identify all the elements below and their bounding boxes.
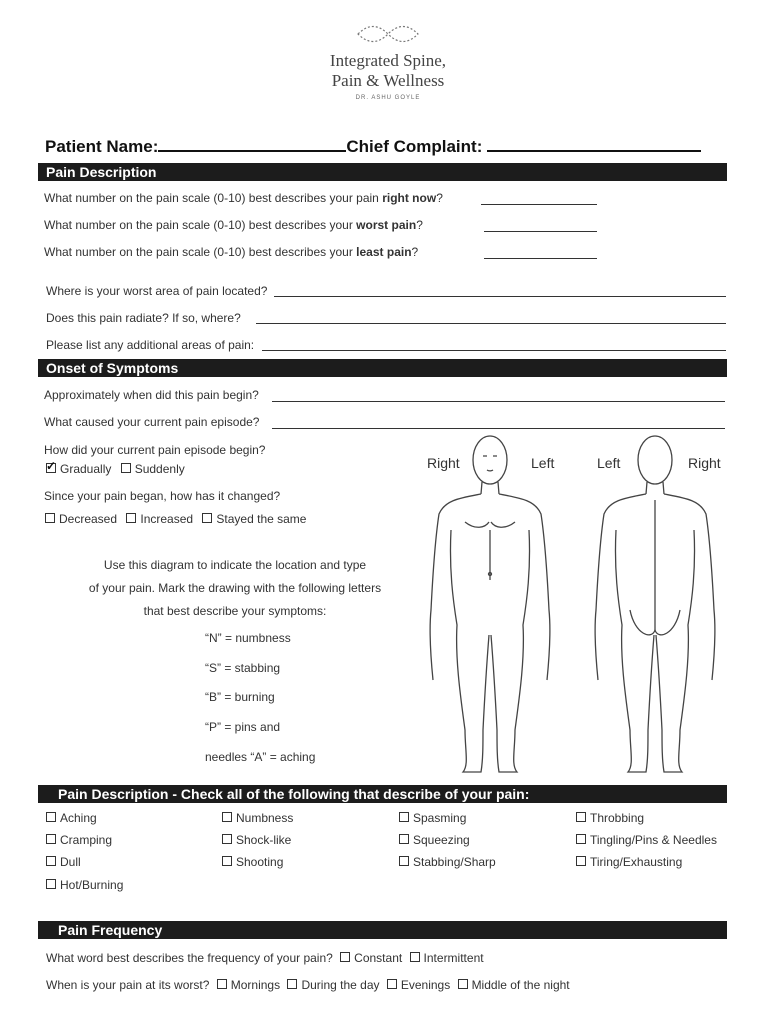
worst-area-question: Where is your worst area of pain located? [46,284,268,298]
worst-time-question-row [46,978,570,992]
pain-scale-worst-question: What number on the pain scale (0-10) best describes your worst pain? [44,218,423,232]
pain-type-tiring[interactable]: Tiring/Exhausting [576,855,682,869]
cause-field[interactable] [272,428,725,429]
legend-stabbing: “S” = stabbing [205,661,281,675]
when-began-field[interactable] [272,401,725,402]
squeezing-checkbox[interactable] [399,834,409,844]
during-day-label: During the day [301,978,380,992]
gradually-label: Gradually [60,462,112,476]
pain-scale-least-question: What number on the pain scale (0-10) best describes your least pain? [44,245,419,259]
logo-mark-icon [353,22,423,46]
numbness-checkbox[interactable] [222,812,232,822]
pain-type-dull[interactable]: Dull [46,855,81,869]
section-pain-description: Pain Description [38,163,727,181]
worst-time-question: When is your pain at its worst? [46,978,210,992]
radiate-field[interactable] [256,323,726,324]
logo-line-2: Pain & Wellness [331,71,445,90]
logo-subtitle: DR. ASHU GOYLE [355,95,421,101]
tingling-checkbox[interactable] [576,834,586,844]
chief-complaint-field[interactable] [487,136,701,152]
decreased-label: Decreased [59,512,118,526]
back-right-label: Right [688,455,721,471]
evenings-label: Evenings [400,978,451,992]
legend-aching: needles “A” = aching [205,750,316,764]
patient-name-field[interactable] [158,136,346,152]
cause-question: What caused your current pain episode? [44,415,260,429]
during-day-checkbox[interactable] [287,979,297,989]
clinic-logo [318,22,458,101]
section-pain-types: Pain Description - Check all of the following that describe of your pain: [38,785,727,803]
pain-type-squeezing[interactable]: Squeezing [399,833,470,847]
pain-type-tingling[interactable]: Tingling/Pins & Needles [576,833,717,847]
intermittent-label: Intermittent [423,951,484,965]
gradually-checkbox[interactable] [46,463,56,473]
pain-type-shock-like[interactable]: Shock-like [222,833,291,847]
constant-label: Constant [354,951,403,965]
pain-type-shooting[interactable]: Shooting [222,855,283,869]
tiring-checkbox[interactable] [576,856,586,866]
pain-type-spasming[interactable]: Spasming [399,811,466,825]
suddenly-label: Suddenly [134,462,185,476]
back-left-label: Left [597,455,621,471]
changed-options [45,512,306,526]
increased-checkbox[interactable] [126,513,136,523]
pain-type-numbness[interactable]: Numbness [222,811,293,825]
mornings-label: Mornings [230,978,281,992]
middle-night-label: Middle of the night [471,978,570,992]
mornings-checkbox[interactable] [217,979,227,989]
legend-pins: “P” = pins and [205,720,281,734]
diagram-instruction-2: of your pain. Mark the drawing with the following letters [88,581,382,595]
pain-type-hot-burning[interactable]: Hot/Burning [46,878,123,892]
front-body-diagram[interactable] [425,430,555,780]
throbbing-checkbox[interactable] [576,812,586,822]
back-body-diagram[interactable] [590,430,720,780]
spasming-checkbox[interactable] [399,812,409,822]
shock-like-checkbox[interactable] [222,834,232,844]
suddenly-checkbox[interactable] [121,463,131,473]
diagram-instruction-3: that best describe your symptoms: [143,604,327,618]
hot-burning-checkbox[interactable] [46,879,56,889]
increased-label: Increased [140,512,194,526]
additional-areas-field[interactable] [262,350,726,351]
frequency-question: What word best describes the frequency of your pain? [46,951,333,965]
middle-night-checkbox[interactable] [458,979,468,989]
intermittent-checkbox[interactable] [410,952,420,962]
pain-worst-field[interactable] [484,231,597,232]
decreased-checkbox[interactable] [45,513,55,523]
how-began-options [46,462,185,476]
constant-checkbox[interactable] [340,952,350,962]
front-right-label: Right [427,455,460,471]
additional-areas-question: Please list any additional areas of pain: [46,338,255,352]
stabbing-sharp-checkbox[interactable] [399,856,409,866]
radiate-question: Does this pain radiate? If so, where? [46,311,241,325]
section-onset: Onset of Symptoms [38,359,727,377]
pain-type-stabbing-sharp[interactable]: Stabbing/Sharp [399,855,496,869]
frequency-question-row [46,951,484,965]
patient-name-label: Patient Name: [45,137,159,156]
patient-header [45,136,701,157]
when-began-question: Approximately when did this pain begin? [44,388,259,402]
pain-scale-right-now-question: What number on the pain scale (0-10) best describes your pain right now? [44,191,443,205]
pain-type-aching[interactable]: Aching [46,811,97,825]
aching-checkbox[interactable] [46,812,56,822]
evenings-checkbox[interactable] [387,979,397,989]
pain-type-throbbing[interactable]: Throbbing [576,811,644,825]
pain-right-now-field[interactable] [481,204,597,205]
pain-least-field[interactable] [484,258,597,259]
worst-area-field[interactable] [274,296,726,297]
dull-checkbox[interactable] [46,856,56,866]
same-label: Stayed the same [216,512,307,526]
same-checkbox[interactable] [202,513,212,523]
legend-numbness: “N” = numbness [205,631,291,645]
changed-question: Since your pain began, how has it changed? [44,489,281,503]
section-frequency: Pain Frequency [38,921,727,939]
cramping-checkbox[interactable] [46,834,56,844]
how-began-question: How did your current pain episode begin? [44,443,266,457]
pain-type-cramping[interactable]: Cramping [46,833,112,847]
legend-burning: “B” = burning [205,690,275,704]
diagram-instruction-1: Use this diagram to indicate the location and type [103,558,367,572]
chief-complaint-label: Chief Complaint: [346,137,483,156]
shooting-checkbox[interactable] [222,856,232,866]
front-left-label: Left [531,455,555,471]
logo-line-1: Integrated Spine, [329,51,447,70]
